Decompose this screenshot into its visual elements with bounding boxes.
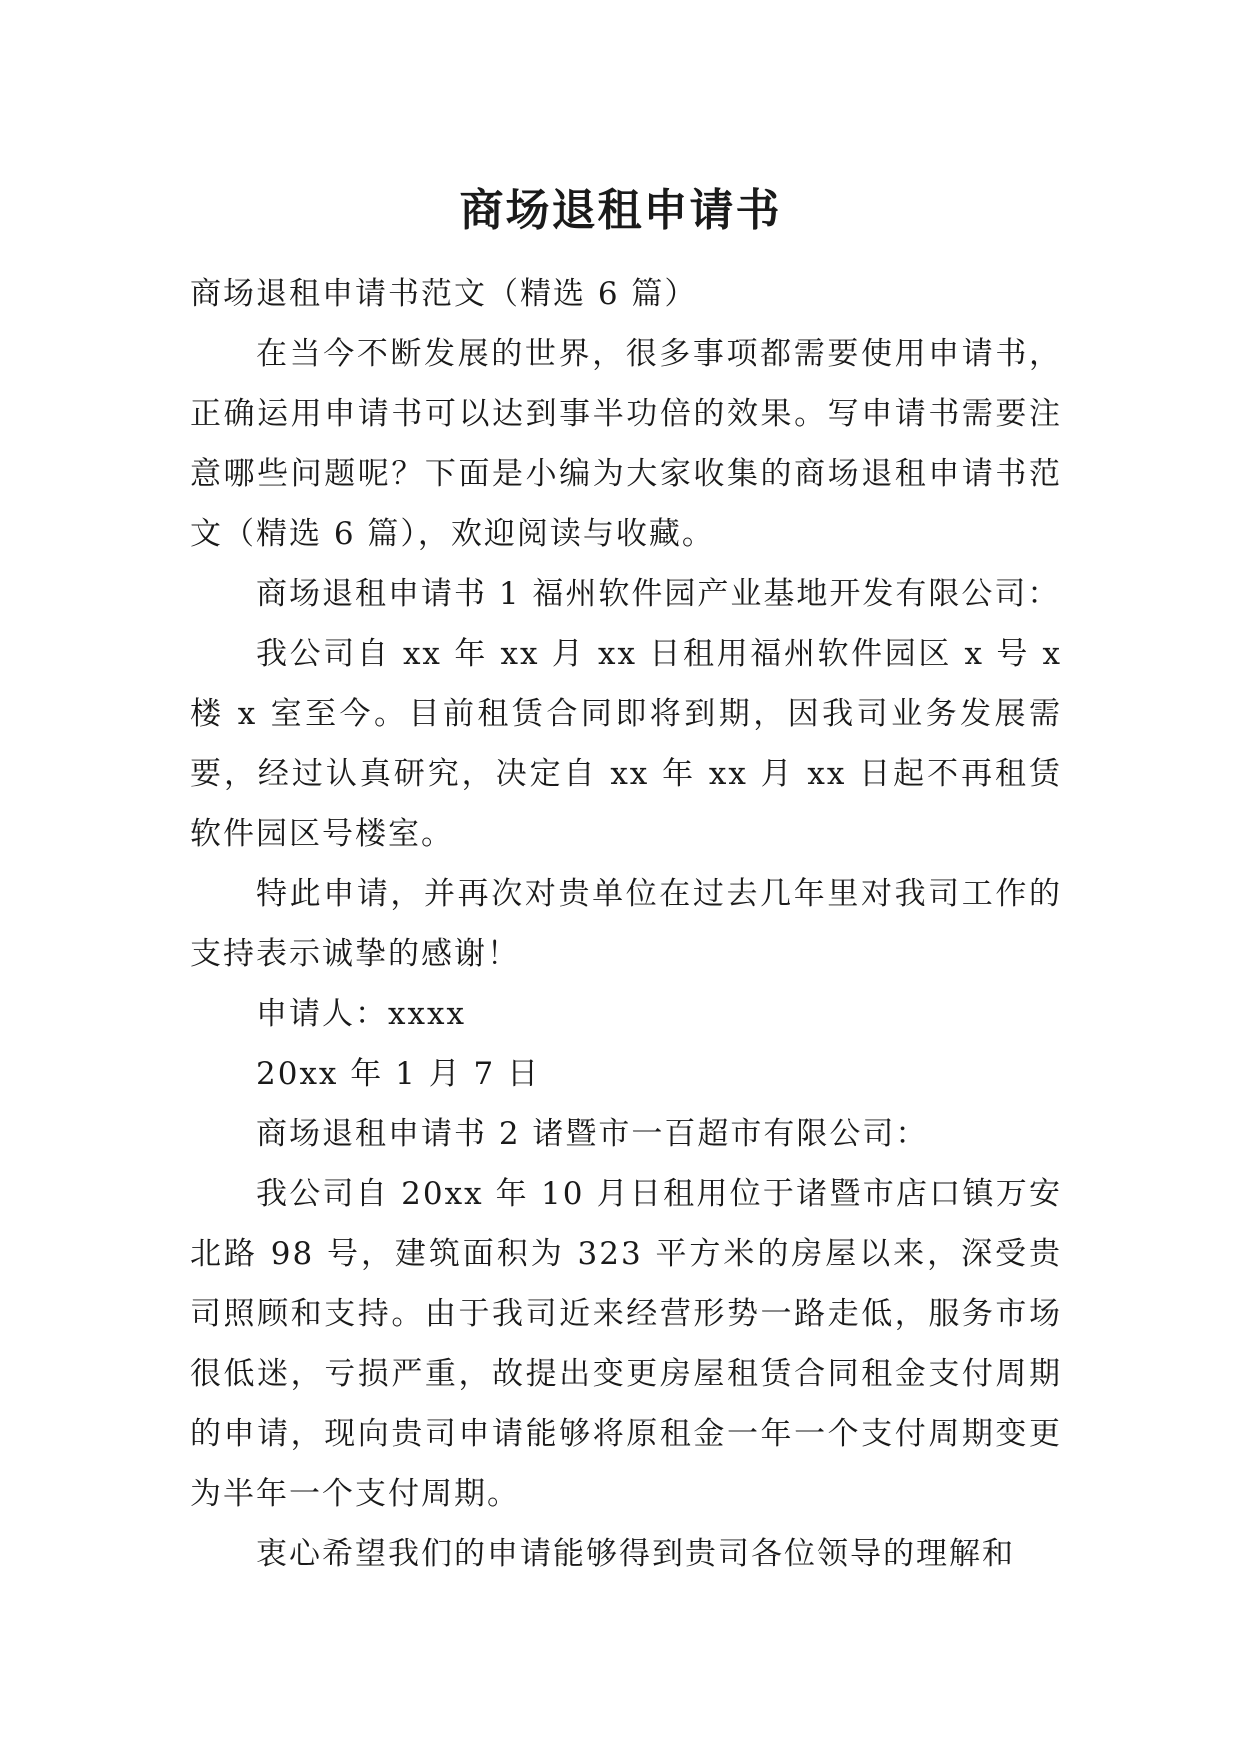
paragraph: 商场退租申请书 2 诸暨市一百超市有限公司： [256,1116,929,1152]
paragraph: 商场退租申请书范文（精选 6 篇） [190,276,698,312]
document-body [190,264,1062,1584]
document-title: 商场退租申请书 [459,185,782,237]
paragraph: 在当今不断发展的世界，很多事项都需要使用申请书，正确运用申请书可以达到事半功倍的效果。写申请书需要注意哪些问题呢？下面是小编为大家收集的商场退租申请书范文（精选 6 篇），欢迎阅读与收藏。 [190,336,1062,552]
paragraph: 衷心希望我们的申请能够得到贵司各位领导的理解和 [256,1536,1015,1572]
paragraph: 申请人：xxxx [256,996,466,1032]
paragraph: 商场退租申请书 1 福州软件园产业基地开发有限公司： [256,576,1061,612]
paragraph: 20xx 年 1 月 7 日 [256,1056,541,1092]
paragraph: 我公司自 20xx 年 10 月日租用位于诸暨市店口镇万安北路 98 号，建筑面积为 323 平方米的房屋以来，深受贵司照顾和支持。由于我司近来经营形势一路走低，服务市场很低迷，亏损严重，故提出变更房屋租赁合同租金支付周期的申请，现向贵司申请能够将原租金一年一个支付周期变更为半年一个支付周期。 [190,1176,1062,1512]
paragraph: 我公司自 xx 年 xx 月 xx 日租用福州软件园区 x 号 x 楼 x 室至今。目前租赁合同即将到期，因我司业务发展需要，经过认真研究，决定自 xx 年 xx 月 xx 日起不再租赁软件园区号楼室。 [190,636,1062,852]
paragraph: 特此申请，并再次对贵单位在过去几年里对我司工作的支持表示诚挚的感谢！ [190,876,1062,972]
